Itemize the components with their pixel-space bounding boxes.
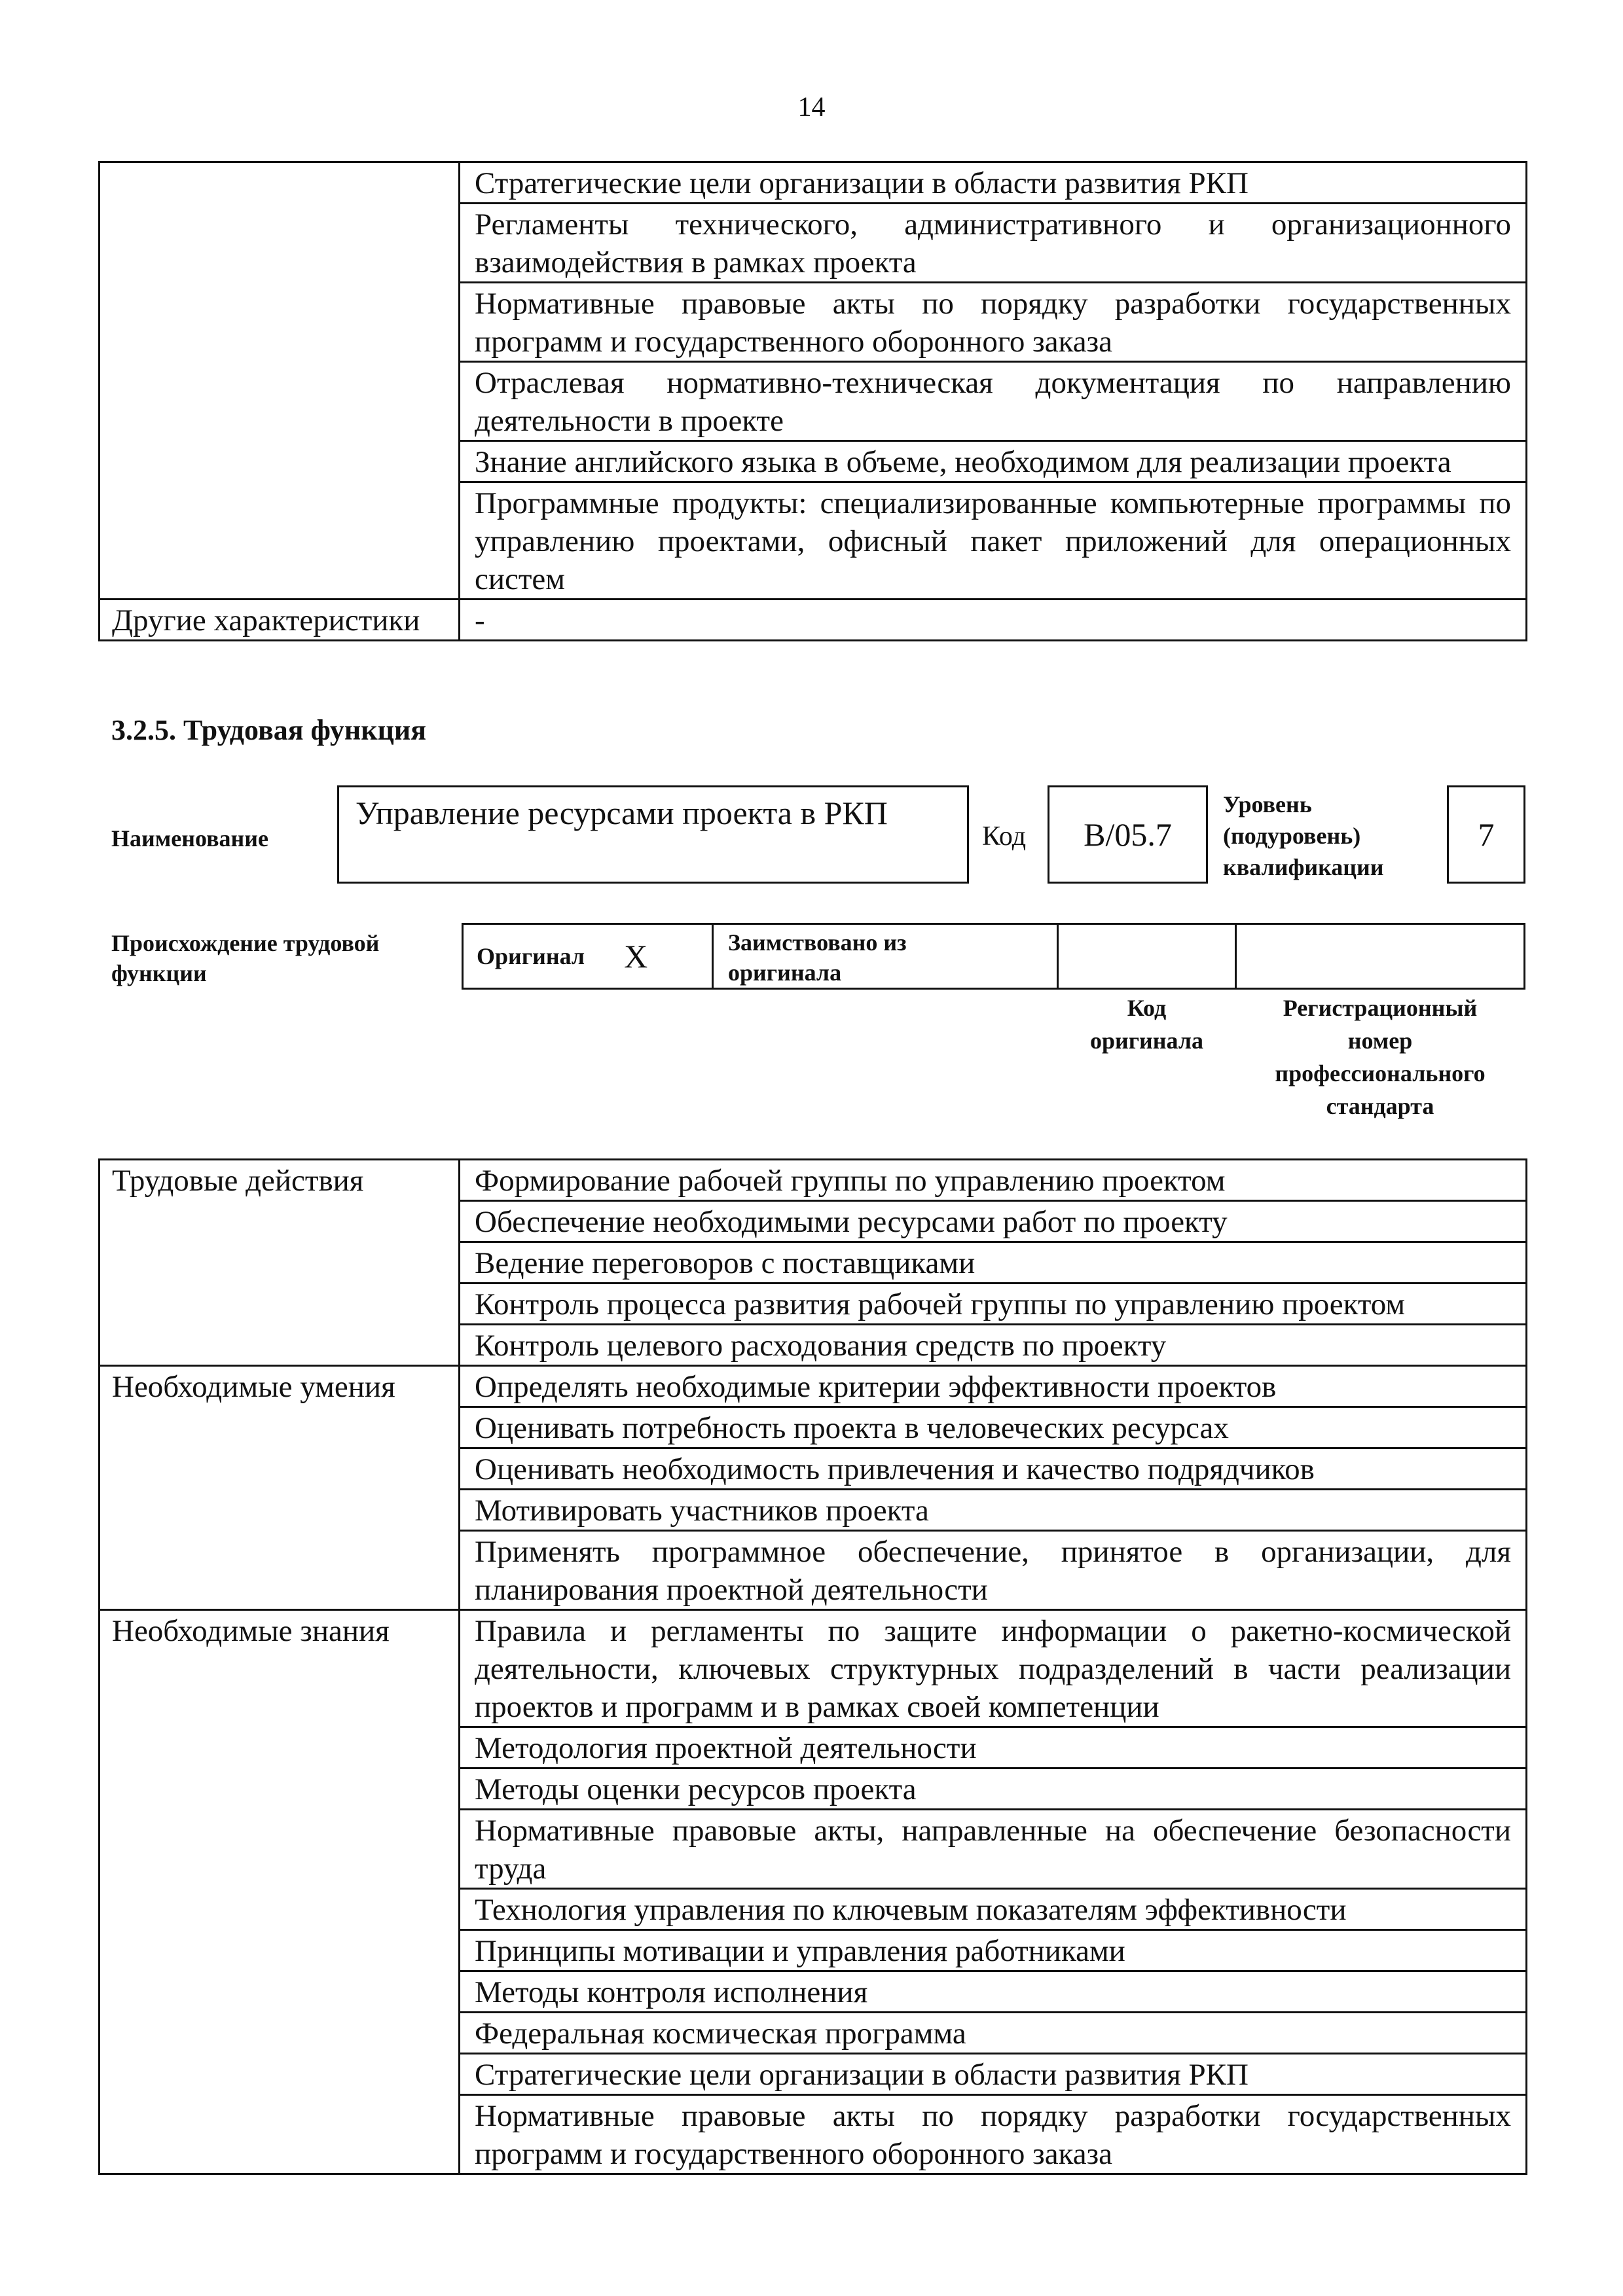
- level-value: 7: [1478, 816, 1495, 853]
- skill-item: Применять программное обеспечение, принятое в организации, для планирования проектной деятельности: [460, 1531, 1527, 1610]
- knowledge-item: Методы оценки ресурсов проекта: [460, 1768, 1527, 1810]
- top-table-label-cell: [100, 162, 460, 600]
- level-label-line: Уровень: [1223, 791, 1312, 817]
- original-box: [462, 923, 714, 990]
- caption-line: Регистрационный: [1283, 995, 1478, 1021]
- original-label: Оригинал: [477, 943, 585, 969]
- top-table-item: Знание английского языка в объеме, необходимом для реализации проекта: [460, 441, 1527, 482]
- knowledge-item: Федеральная космическая программа: [460, 2013, 1527, 2054]
- level-label-line: квалификации: [1223, 854, 1384, 880]
- top-table-item: Программные продукты: специализированные компьютерные программы по управлению проектами, офисный пакет приложений для операционных систем: [460, 482, 1527, 600]
- borrowed-box: [712, 923, 1059, 990]
- origin-label-line: функции: [111, 960, 207, 986]
- knowledge-item: Нормативные правовые акты по порядку разработки государственных программ и государственного оборонного заказа: [460, 2095, 1527, 2174]
- skill-item: Определять необходимые критерии эффективности проектов: [460, 1366, 1527, 1407]
- other-characteristics-label: Другие характеристики: [100, 600, 460, 641]
- borrowed-label-line: Заимствовано из: [728, 929, 907, 956]
- action-item: Ведение переговоров с поставщиками: [460, 1242, 1527, 1283]
- knowledge-item: Правила и регламенты по защите информации о ракетно-космической деятельности, ключевых структурных подразделений в части реализации проектов и программ и в рамках своей компетенции: [460, 1610, 1527, 1727]
- main-function-table: [98, 1158, 1527, 2175]
- top-table-item: Отраслевая нормативно-техническая документация по направлению деятельности в проекте: [460, 362, 1527, 441]
- registration-number-caption: [1235, 992, 1525, 1122]
- section-title: 3.2.5. Трудовая функция: [111, 714, 427, 746]
- level-box: [1447, 785, 1525, 884]
- level-label: [1223, 789, 1384, 883]
- registration-number-box: [1235, 923, 1525, 990]
- knowledge-item: Принципы мотивации и управления работниками: [460, 1930, 1527, 1971]
- other-characteristics-value: -: [460, 600, 1527, 641]
- skill-item: Мотивировать участников проекта: [460, 1490, 1527, 1531]
- borrowed-label-line: оригинала: [728, 960, 842, 986]
- original-code-caption: [1057, 992, 1237, 1057]
- action-item: Обеспечение необходимыми ресурсами работ по проекту: [460, 1201, 1527, 1242]
- caption-line: Код: [1127, 995, 1167, 1021]
- caption-line: стандарта: [1326, 1093, 1434, 1119]
- code-box: [1048, 785, 1208, 884]
- origin-label: [111, 928, 379, 988]
- top-table-item: Стратегические цели организации в области развития РКП: [460, 162, 1527, 204]
- original-mark: X: [624, 938, 648, 975]
- knowledge-item: Методы контроля исполнения: [460, 1971, 1527, 2013]
- function-name-value: Управление ресурсами проекта в РКП: [356, 795, 888, 831]
- function-name-box: [337, 785, 969, 884]
- knowledge-label: Необходимые знания: [100, 1610, 460, 2174]
- knowledge-item: Стратегические цели организации в области развития РКП: [460, 2054, 1527, 2095]
- skills-label: Необходимые умения: [100, 1366, 460, 1610]
- knowledge-item: Технология управления по ключевым показателям эффективности: [460, 1889, 1527, 1930]
- page-number: 14: [797, 92, 826, 122]
- code-value: B/05.7: [1084, 816, 1172, 853]
- original-code-box: [1057, 923, 1237, 990]
- caption-line: оригинала: [1089, 1028, 1204, 1054]
- action-item: Формирование рабочей группы по управлению проектом: [460, 1160, 1527, 1201]
- knowledge-item: Методология проектной деятельности: [460, 1727, 1527, 1768]
- action-item: Контроль процесса развития рабочей группы по управлению проектом: [460, 1283, 1527, 1325]
- skill-item: Оценивать необходимость привлечения и качество подрядчиков: [460, 1448, 1527, 1490]
- skill-item: Оценивать потребность проекта в человеческих ресурсах: [460, 1407, 1527, 1448]
- origin-label-line: Происхождение трудовой: [111, 930, 380, 956]
- caption-line: профессионального: [1275, 1060, 1486, 1086]
- name-label: Наименование: [111, 825, 268, 852]
- level-label-line: (подуровень): [1223, 823, 1361, 849]
- code-label: Код: [982, 821, 1027, 852]
- top-table-item: Регламенты технического, административного и организационного взаимодействия в рамках проекта: [460, 204, 1527, 283]
- knowledge-item: Нормативные правовые акты, направленные на обеспечение безопасности труда: [460, 1810, 1527, 1889]
- action-item: Контроль целевого расходования средств по проекту: [460, 1325, 1527, 1366]
- top-knowledge-table: [98, 161, 1527, 641]
- actions-label: Трудовые действия: [100, 1160, 460, 1366]
- top-table-item: Нормативные правовые акты по порядку разработки государственных программ и государственного оборонного заказа: [460, 283, 1527, 362]
- caption-line: номер: [1347, 1028, 1413, 1054]
